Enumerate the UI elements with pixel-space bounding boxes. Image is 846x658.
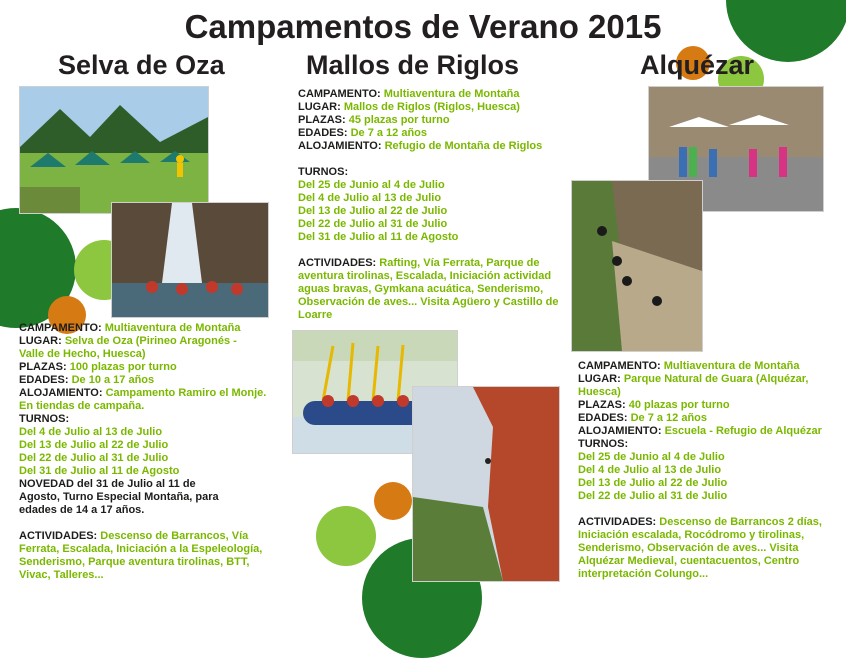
label-edades: EDADES: <box>578 412 628 424</box>
value-campamento: Multiaventura de Montaña <box>104 322 241 334</box>
photo-canyoning-alquezar <box>571 180 703 352</box>
turno-item: Del 13 de Julio al 22 de Julio <box>19 439 169 451</box>
value-alojamiento: Escuela - Refugio de Alquézar <box>664 425 822 437</box>
heading-alquezar: Alquézar <box>640 50 755 80</box>
turno-item: Del 22 de Julio al 31 de Julio <box>298 218 448 230</box>
label-edades: EDADES: <box>19 374 69 386</box>
heading-mallos-de-riglos: Mallos de Riglos <box>306 50 520 80</box>
label-turnos: TURNOS: <box>298 166 349 178</box>
label-actividades: ACTIVIDADES: <box>298 257 377 269</box>
turno-item: Del 13 de Julio al 22 de Julio <box>578 477 728 489</box>
value-alojamiento: Refugio de Montaña de Riglos <box>384 140 543 152</box>
label-lugar: LUGAR: <box>298 101 341 113</box>
value-actividades: Descenso de Barrancos 2 días, Iniciación escalada, Rocódromo y tirolinas, Senderismo, Observación de aves... Visita Alquézar Medieval, cuentacuentos, Centro interpretación Colungo... <box>578 516 822 580</box>
label-campamento: CAMPAMENTO: <box>19 322 102 334</box>
label-alojamiento: ALOJAMIENTO: <box>19 387 103 399</box>
turno-item: Del 25 de Junio al 4 de Julio <box>298 179 445 191</box>
photo-via-ferrata <box>412 386 560 582</box>
label-lugar: LUGAR: <box>19 335 62 347</box>
value-lugar: Mallos de Riglos (Riglos, Huesca) <box>343 101 520 113</box>
value-edades: De 7 a 12 años <box>630 412 708 424</box>
turno-item: Del 4 de Julio al 13 de Julio <box>298 192 442 204</box>
info-block-alquezar <box>578 360 840 581</box>
value-edades: De 10 a 17 años <box>71 374 155 386</box>
label-plazas: PLAZAS: <box>19 361 67 373</box>
label-actividades: ACTIVIDADES: <box>578 516 657 528</box>
deco-circle-orange-bottom <box>374 482 412 520</box>
value-plazas: 40 plazas por turno <box>628 399 730 411</box>
label-plazas: PLAZAS: <box>298 114 346 126</box>
label-turnos: TURNOS: <box>578 438 629 450</box>
label-alojamiento: ALOJAMIENTO: <box>298 140 382 152</box>
value-actividades: Descenso de Barrancos, Vía Ferrata, Escalada, Iniciación a la Espeleología, Senderismo, Parque aventura tirolinas, BTT, Vivac, Talleres... <box>19 530 263 581</box>
value-actividades: Rafting, Vía Ferrata, Parque de aventura tirolinas, Escalada, Iniciación actividad aguas bravas, Gymkana acuática, Senderismo, Observación de aves... Visita Agüero y Castillo de Loarre <box>298 257 559 321</box>
turno-item: Del 31 de Julio al 11 de Agosto <box>298 231 459 243</box>
value-lugar: Selva de Oza (Pirineo Aragonés - Valle de Hecho, Huesca) <box>19 335 237 360</box>
photo-camp-meadow <box>19 86 209 214</box>
page-title: Campamentos de Verano 2015 <box>184 8 662 45</box>
turno-item: Del 25 de Junio al 4 de Julio <box>578 451 725 463</box>
heading-selva-de-oza: Selva de Oza <box>58 50 225 80</box>
photo-waterfall-canyon <box>111 202 269 318</box>
info-block-riglos <box>298 88 563 322</box>
value-lugar: Parque Natural de Guara (Alquézar, Huesca) <box>578 373 809 398</box>
label-campamento: CAMPAMENTO: <box>298 88 381 100</box>
value-plazas: 100 plazas por turno <box>69 361 177 373</box>
turno-item: Del 13 de Julio al 22 de Julio <box>298 205 448 217</box>
value-alojamiento: Campamento Ramiro el Monje. En tiendas de campaña. <box>19 387 267 412</box>
deco-circle-light-bottom <box>316 506 376 566</box>
value-campamento: Multiaventura de Montaña <box>663 360 800 372</box>
turno-item: Del 22 de Julio al 31 de Julio <box>578 490 728 502</box>
novedad-text: NOVEDAD del 31 de Julio al 11 de Agosto, Turno Especial Montaña, para edades de 14 a 17 años. <box>19 478 219 516</box>
label-lugar: LUGAR: <box>578 373 621 385</box>
turno-item: Del 22 de Julio al 31 de Julio <box>19 452 169 464</box>
label-campamento: CAMPAMENTO: <box>578 360 661 372</box>
turno-item: Del 4 de Julio al 13 de Julio <box>578 464 722 476</box>
label-actividades: ACTIVIDADES: <box>19 530 98 542</box>
info-block-oza <box>19 322 279 582</box>
turno-item: Del 31 de Julio al 11 de Agosto <box>19 465 180 477</box>
value-campamento: Multiaventura de Montaña <box>383 88 520 100</box>
value-edades: De 7 a 12 años <box>350 127 428 139</box>
label-plazas: PLAZAS: <box>578 399 626 411</box>
turno-item: Del 4 de Julio al 13 de Julio <box>19 426 163 438</box>
value-plazas: 45 plazas por turno <box>348 114 450 126</box>
label-alojamiento: ALOJAMIENTO: <box>578 425 662 437</box>
label-turnos: TURNOS: <box>19 413 70 425</box>
label-edades: EDADES: <box>298 127 348 139</box>
